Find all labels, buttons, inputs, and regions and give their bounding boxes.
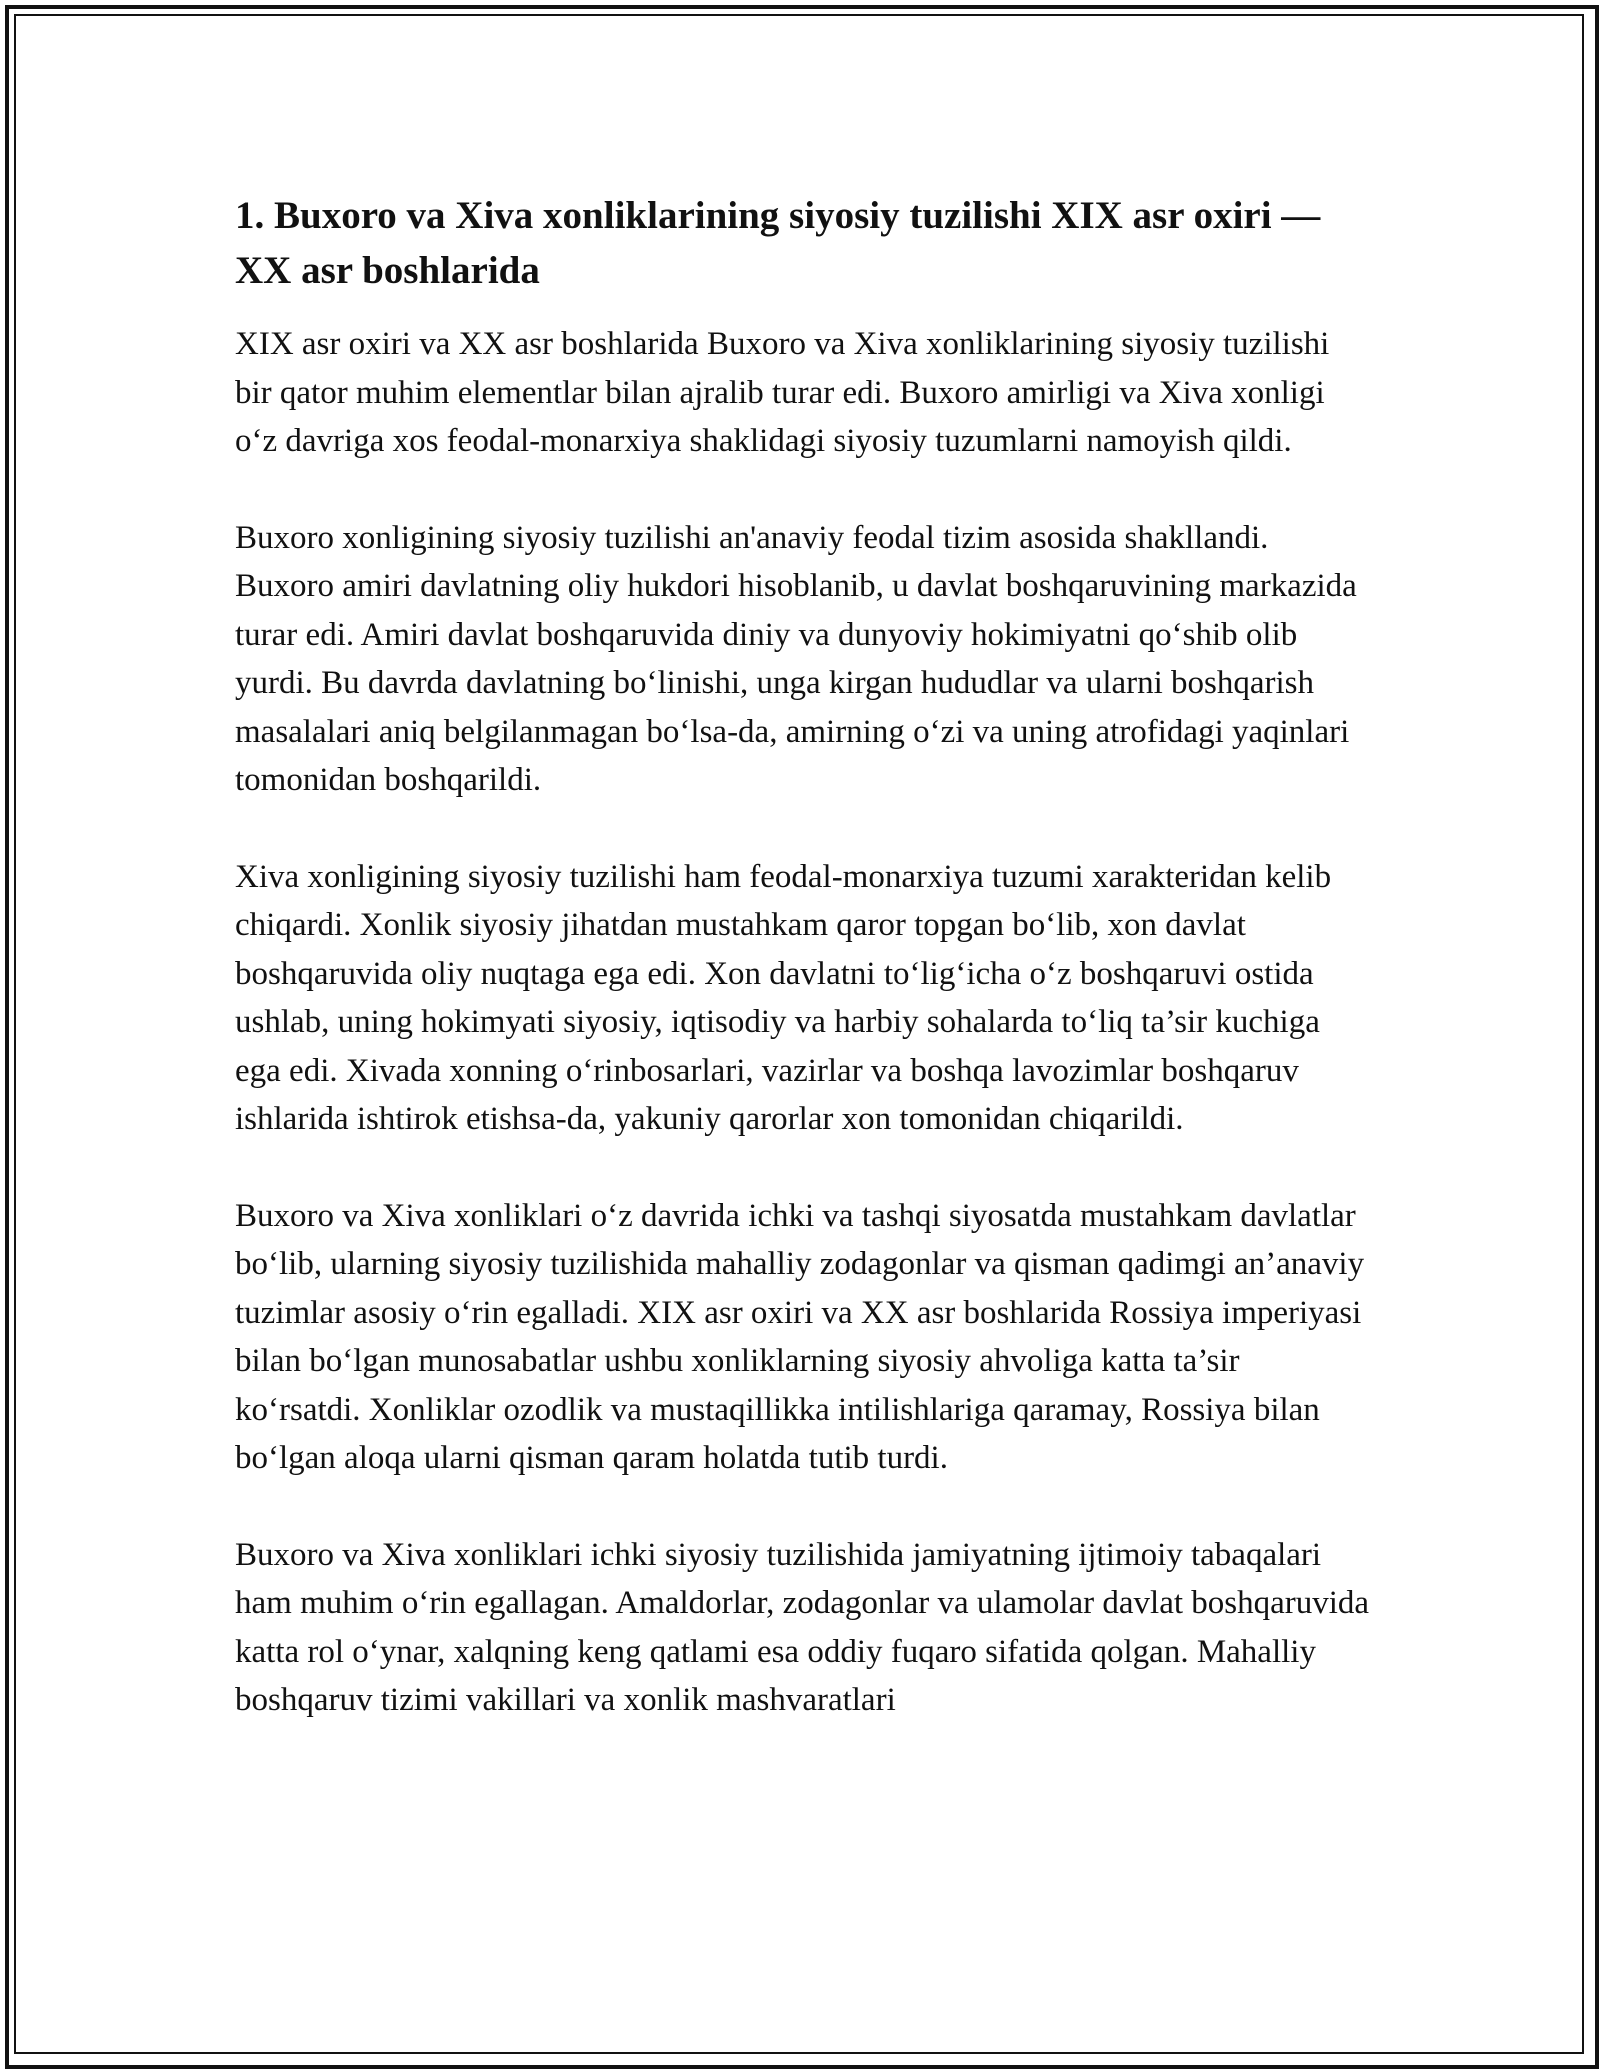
paragraph-5: Buxoro va Xiva xonliklari ichki siyosiy tuzilishida jamiyatning ijtimoiy tabaqalari ham muhim o‘rin egallagan. Amaldorlar, zodagonlar va ulamolar davlat boshqaruvida katta rol o‘ynar, xalqning keng qatlami esa oddiy fuqaro sifatida qolgan. Mahalliy boshqaruv tizimi vakillari va xonlik mashvaratlari bbox=[235, 1536, 1370, 1718]
paragraph-2: Buxoro xonligining siyosiy tuzilishi an'anaviy feodal tizim asosida shakllandi. Buxoro amiri davlatning oliy hukdori hisoblanib, u davlat boshqaruvining markazida turar edi. Amiri davlat boshqaruvida diniy va dunyoviy hokimiyatni qo‘shib olib yurdi. Bu davrda davlatning bo‘linishi, unga kirgan hududlar va ularni boshqarish masalalari aniq belgilanmagan bo‘lsa-da, amirning o‘zi va uning atrofidagi yaqinlari tomonidan boshqarildi. bbox=[235, 519, 1357, 798]
document-body bbox=[235, 188, 1370, 1773]
paragraph-3: Xiva xonligining siyosiy tuzilishi ham feodal-monarxiya tuzumi xarakteridan kelib chiqardi. Xonlik siyosiy jihatdan mustahkam qaror topgan bo‘lib, xon davlat boshqaruvida oliy nuqtaga ega edi. Xon davlatni to‘lig‘icha o‘z boshqaruvi ostida ushlab, uning hokimyati siyosiy, iqtisodiy va harbiy sohalarda to‘liq ta’sir kuchiga ega edi. Xivada xonning o‘rinbosarlari, vazirlar va boshqa lavozimlar boshqaruv ishlarida ishtirok etishsa-da, yakuniy qarorlar xon tomonidan chiqarildi. bbox=[235, 858, 1332, 1137]
paragraph-4: Buxoro va Xiva xonliklari o‘z davrida ichki va tashqi siyosatda mustahkam davlatlar bo‘lib, ularning siyosiy tuzilishida mahalliy zodagonlar va qisman qadimgi an’anaviy tuzimlar asosiy o‘rin egalladi. XIX asr oxiri va XX asr boshlarida Rossiya imperiyasi bilan bo‘lgan munosabatlar ushbu xonliklarning siyosiy ahvoliga katta ta’sir ko‘rsatdi. Xonliklar ozodlik va mustaqillikka intilishlariga qaramay, Rossiya bilan bo‘lgan aloqa ularni qisman qaram holatda tutib turdi. bbox=[235, 1197, 1365, 1476]
document-title: 1. Buxoro va Xiva xonliklarining siyosiy tuzilishi XIX asr oxiri —XX asr boshlarida bbox=[235, 194, 1321, 292]
paragraph-1: XIX asr oxiri va XX asr boshlarida Buxoro va Xiva xonliklarining siyosiy tuzilishi bir qator muhim elementlar bilan ajralib turar edi. Buxoro amirligi va Xiva xonligi o‘z davriga xos feodal-monarxiya shaklidagi siyosiy tuzumlarni namoyish qildi. bbox=[235, 326, 1330, 459]
